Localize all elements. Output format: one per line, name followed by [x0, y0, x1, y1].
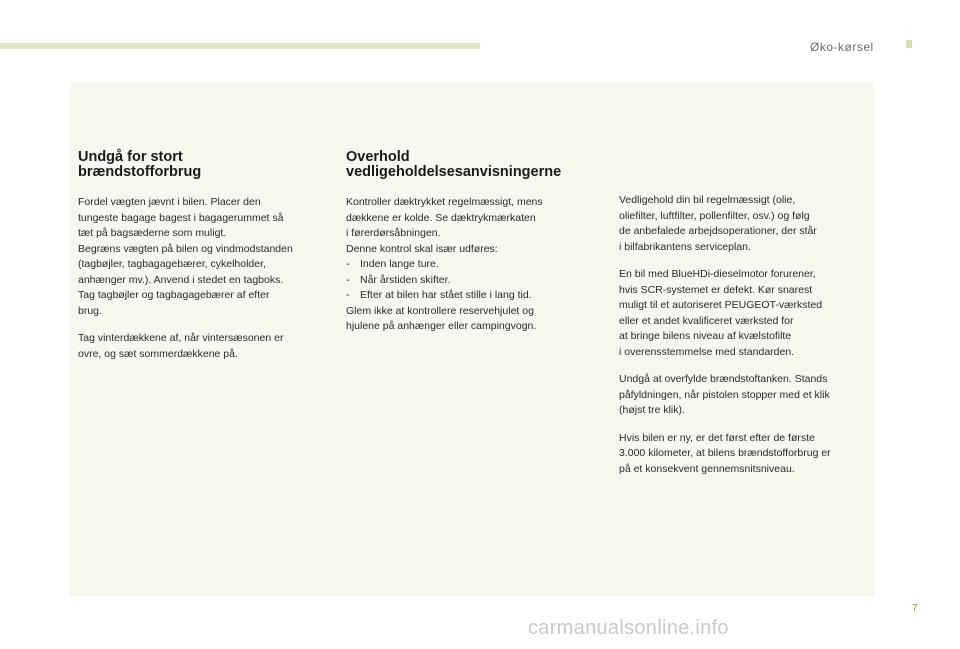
paragraph-bluehdi: En bil med BlueHDi-dieselmotor forurener, hvis SCR-systemet er defekt. Kør snarest muligt til et autoriseret PEUGEOT-værksted eller et andet kvalificeret værksted for at bringe bilens niveau af kvælstofilte i overensstemmelse med standarden.	[619, 268, 823, 358]
paragraph-weight: Fordel vægten jævnt i bilen. Placer den tungeste bagage bagest i bagagerummet så tæt på bagsæderne som muligt. Begræns vægten på bilen og vindmodstanden (tagbøjler, tagbagagebærer, cykelholder, anhænger mv.). Anvend i stedet en tagboks. Tag tagbøjler og tagbagagebærer af efter brug.	[78, 196, 293, 317]
heading-fuel-consumption: Undgå for stort brændstofforbrug	[78, 149, 202, 180]
column-service	[619, 193, 871, 477]
paragraph-new-car: Hvis bilen er ny, er det først efter de første 3.000 kilometer, at bilens brændstofforbrug er på et konsekvent gennemsnitsniveau.	[619, 431, 831, 475]
heading-maintenance: Overhold vedligeholdelsesanvisningerne	[346, 149, 562, 180]
section-marker	[906, 40, 912, 48]
column-maintenance	[346, 150, 598, 335]
bullet-list	[346, 257, 598, 304]
header-accent-bar	[0, 43, 480, 49]
section-title: Øko-kørsel	[810, 40, 874, 54]
paragraph-spare-wheel: Glem ikke at kontrollere reservehjulet og hjulene på anhænger eller campingvogn.	[346, 304, 537, 332]
list-item: - Inden lange ture.	[346, 258, 439, 270]
paragraph-winter-tyres: Tag vinterdækkene af, når vintersæsonen er ovre, og sæt sommerdækkene på.	[78, 332, 284, 360]
page-number: 7	[912, 603, 918, 614]
paragraph-tyre-pressure: Kontroller dæktrykket regelmæssigt, mens dækkene er kolde. Se dæktrykmærkaten i førerdørsåbningen. Denne kontrol skal især udføres:	[346, 196, 543, 255]
watermark-link[interactable]: carmanualsonline.info	[528, 617, 729, 639]
paragraph-service-plan: Vedligehold din bil regelmæssigt (olie, oliefilter, luftfilter, pollenfilter, osv.) og følg de anbefalede arbejdsoperationer, der står i bilfabrikantens serviceplan.	[619, 194, 817, 253]
paragraph-fuel-tank: Undgå at overfylde brændstoftanken. Stands påfyldningen, når pistolen stopper med et klik (højst tre klik).	[619, 373, 830, 416]
column-fuel-consumption	[78, 150, 330, 362]
list-item: - Når årstiden skifter.	[346, 273, 451, 286]
list-item: - Efter at bilen har stået stille i lang tid.	[346, 289, 532, 301]
